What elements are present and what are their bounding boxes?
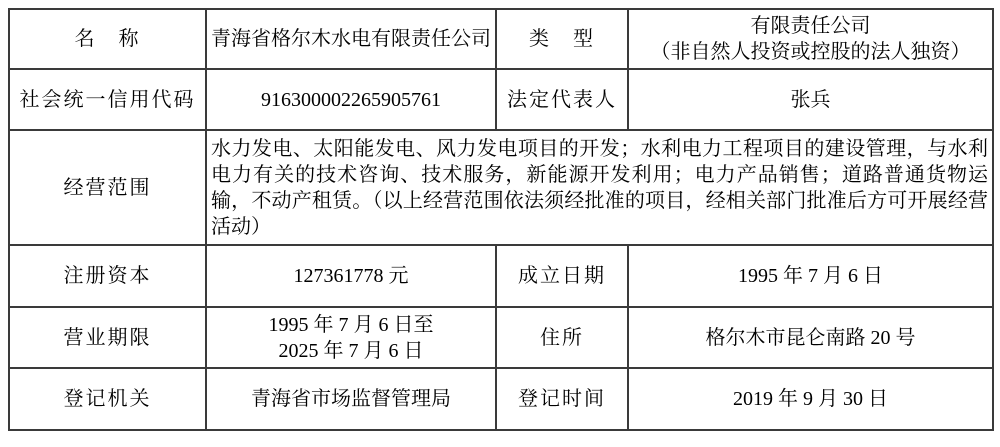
table-row-capital-date [9,245,993,307]
legal-representative-label: 法定代表人 [496,69,628,130]
address-label: 住所 [496,307,628,368]
registration-authority-label: 登记机关 [9,368,206,430]
company-info-table [8,8,994,431]
table-row-term-address [9,307,993,368]
establish-date-label: 成立日期 [496,245,628,307]
registration-authority-value: 青海省市场监督管理局 [206,368,496,430]
business-term-line1: 1995 年 7 月 6 日至 [268,313,434,336]
registration-date-value: 2019 年 9 月 30 日 [628,368,993,430]
business-term-line2: 2025 年 7 月 6 日 [278,339,424,362]
table-row-business-scope [9,130,993,245]
credit-code-label: 社会统一信用代码 [9,69,206,130]
table-row-credit-code [9,69,993,130]
company-name-label: 名 称 [9,9,206,69]
table-row-name-type [9,9,993,69]
registered-capital-label: 注册资本 [9,245,206,307]
registered-capital-value: 127361778 元 [206,245,496,307]
business-term-value [206,307,496,368]
establish-date-value: 1995 年 7 月 6 日 [628,245,993,307]
company-name-value: 青海省格尔木水电有限责任公司 [206,9,496,69]
business-term-label: 营业期限 [9,307,206,368]
business-scope-label: 经营范围 [9,130,206,245]
address-value: 格尔木市昆仑南路 20 号 [628,307,993,368]
company-type-value [628,9,993,69]
legal-representative-value: 张兵 [628,69,993,130]
business-scope-value: 水力发电、太阳能发电、风力发电项目的开发；水利电力工程项目的建设管理，与水利电力有关的技术咨询、技术服务，新能源开发利用；电力产品销售；道路普通货物运输，不动产租赁。（以上经营范围依法须经批准的项目，经相关部门批准后方可开展经营活动） [206,130,993,245]
company-type-label: 类 型 [496,9,628,69]
credit-code-value: 916300002265905761 [206,69,496,130]
company-type-line1: 有限责任公司 [750,15,871,37]
company-type-line2: （非自然人投资或控股的法人独资） [650,41,971,63]
table-row-registration [9,368,993,430]
registration-date-label: 登记时间 [496,368,628,430]
